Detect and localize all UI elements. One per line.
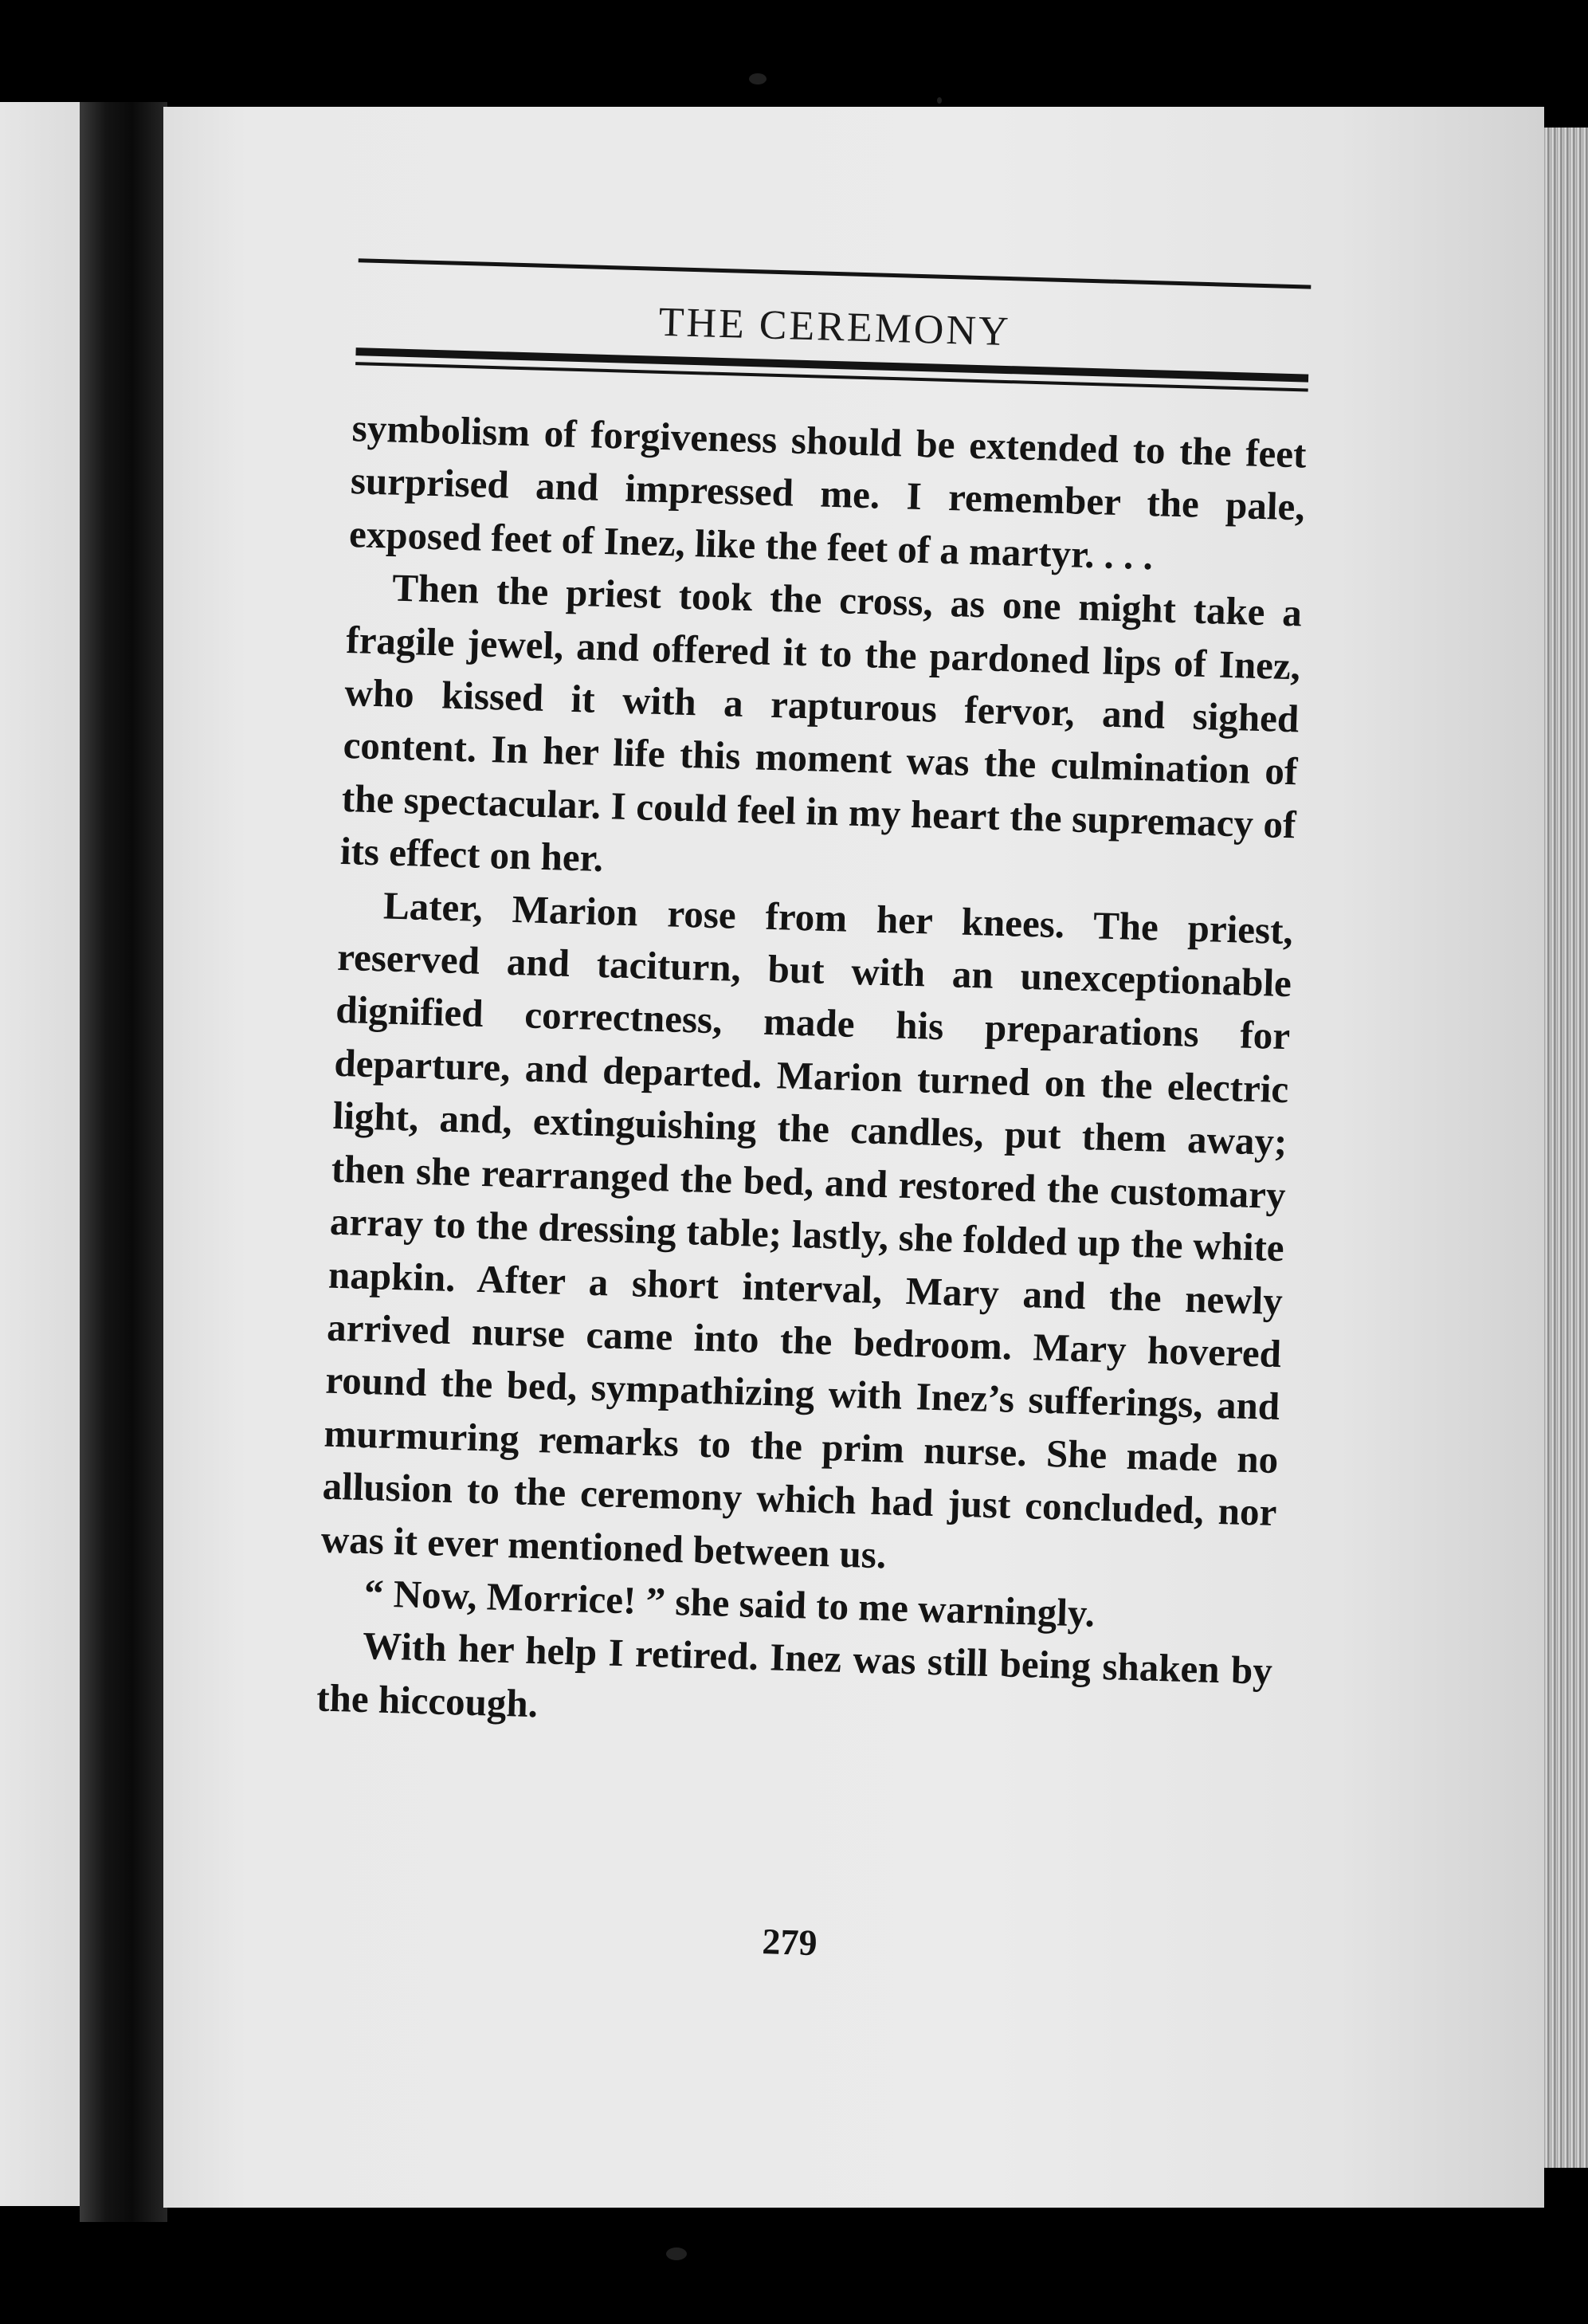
paragraph: Then the priest took the cross, as one might take a fragile jewel, and offered it to the pardoned lips of Inez, who kissed it with a rapturous fervor, and sighed content. In her life this moment was the culmination of the spectacular. I could feel in my heart the supremacy of its effect on her. bbox=[339, 565, 1303, 881]
paragraph: Later, Marion rose from her knees. The priest, reserved and taciturn, but with an unexceptionable dignified correctness, made his preparations for departure, and departed. Marion turned on the electric light, and, extinguishing the candles, put them away; then she rearranged the bed, and restored the customary array to the dressing table; lastly, she folded up the white napkin. After a short interval, Mary and the newly arrived nurse came into the bedroom. Mary hovered round the bed, sympathizing with Inez’s sufferings, and murmuring remarks to the prim nurse. She made no allusion to the ceremony which had just concluded, nor was it ever mentioned between us. bbox=[320, 883, 1294, 1576]
page-number: 279 bbox=[761, 1921, 818, 1964]
body-text bbox=[316, 402, 1307, 1751]
head-rule-top bbox=[359, 258, 1312, 289]
paragraph: “ Now, Morrice! ” she said to me warningly. bbox=[363, 1571, 1096, 1635]
running-head: THE CEREMONY bbox=[658, 299, 1012, 355]
paragraph: With her help I retired. Inez was still being shaken by the hiccough. bbox=[316, 1623, 1273, 1725]
paragraph: symbolism of forgiveness should be extended to the feet surprised and impressed me. I remember the pale, exposed feet of Inez, like the feet of a martyr. . . . bbox=[348, 406, 1308, 579]
